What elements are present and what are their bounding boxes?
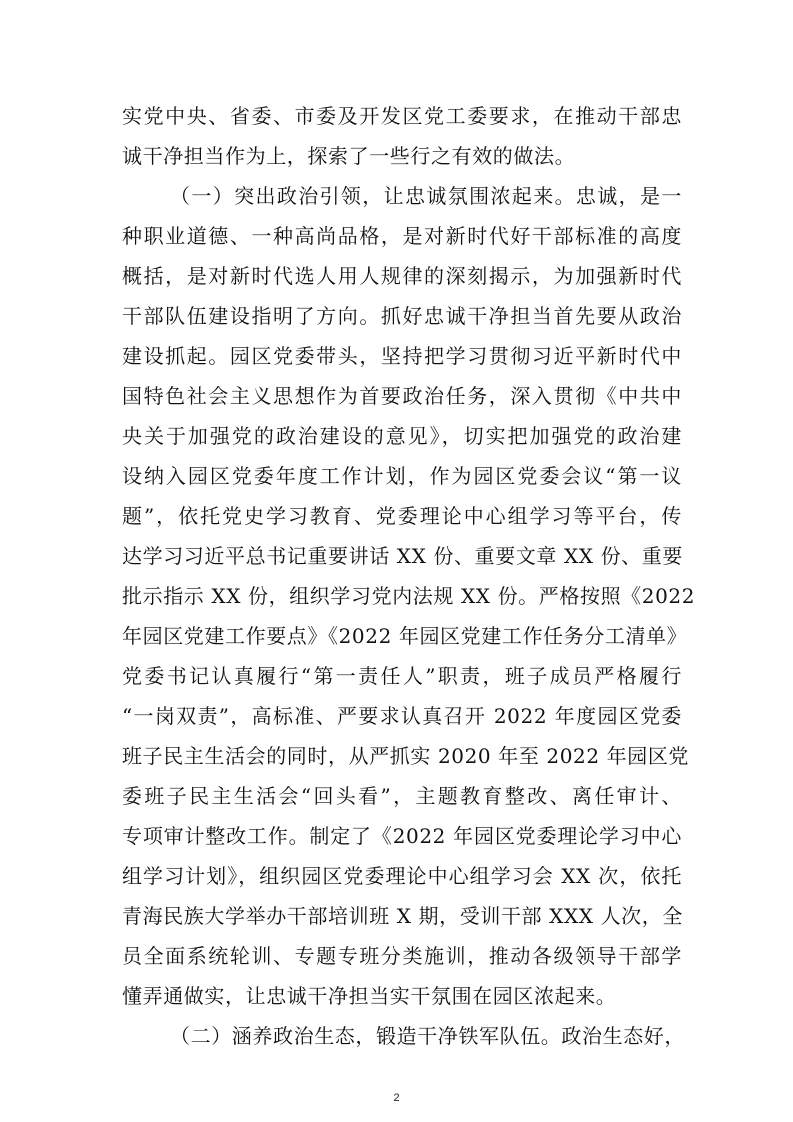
page-number: 2 — [393, 1092, 400, 1104]
text-line: 批示指示 XX 份，组织学习党内法规 XX 份。严格按照《2022 — [122, 584, 696, 608]
text-line: “一岗双责”，高标准、严要求认真召开 2022 年度园区党委 — [122, 704, 682, 728]
text-line: 建设抓起。园区党委带头，坚持把学习贯彻习近平新时代中 — [122, 344, 682, 368]
text-line: 委班子民主生活会“回头看”，主题教育整改、离任审计、 — [122, 784, 682, 808]
text-line: 专项审计整改工作。制定了《2022 年园区党委理论学习中心 — [122, 824, 682, 848]
text-line: 班子民主生活会的同时，从严抓实 2020 年至 2022 年园区党 — [122, 744, 690, 768]
text-line: 诚干净担当作为上，探索了一些行之有效的做法。 — [122, 144, 576, 168]
text-line: 干部队伍建设指明了方向。抓好忠诚干净担当首先要从政治 — [122, 304, 682, 328]
text-line: 概括，是对新时代选人用人规律的深刻揭示，为加强新时代 — [122, 264, 682, 288]
text-line: 实党中央、省委、市委及开发区党工委要求，在推动干部忠 — [122, 104, 682, 128]
text-line: 青海民族大学举办干部培训班 X 期，受训干部 XXX 人次，全 — [122, 904, 683, 928]
text-line: 懂弄通做实，让忠诚干净担当实干氛围在园区浓起来。 — [122, 984, 617, 1008]
text-line: 组学习计划》，组织园区党委理论中心组学习会 XX 次，依托 — [122, 864, 682, 888]
text-line: 央关于加强党的政治建设的意见》，切实把加强党的政治建 — [122, 424, 682, 448]
text-line: 国特色社会主义思想作为首要政治任务，深入贯彻《中共中 — [122, 384, 682, 408]
text-line: 种职业道德、一种高尚品格，是对新时代好干部标准的高度 — [122, 224, 682, 248]
text-line: 题”，依托党史学习教育、党委理论中心组学习等平台，传 — [122, 504, 682, 528]
text-line: 员全面系统轮训、专题专班分类施训，推动各级领导干部学 — [122, 944, 682, 968]
text-line: 达学习习近平总书记重要讲话 XX 份、重要文章 XX 份、重要 — [122, 544, 683, 568]
section-heading-line: （二）涵养政治生态，锻造干净铁军队伍。政治生态好， — [170, 1024, 685, 1048]
text-line: 党委书记认真履行“第一责任人”职责，班子成员严格履行 — [122, 664, 682, 688]
section-heading-line: （一）突出政治引领，让忠诚氛围浓起来。忠诚，是一 — [170, 184, 682, 208]
text-line: 年园区党建工作要点》《2022 年园区党建工作任务分工清单》 — [122, 624, 688, 648]
text-line: 设纳入园区党委年度工作计划，作为园区党委会议“第一议 — [122, 464, 682, 488]
